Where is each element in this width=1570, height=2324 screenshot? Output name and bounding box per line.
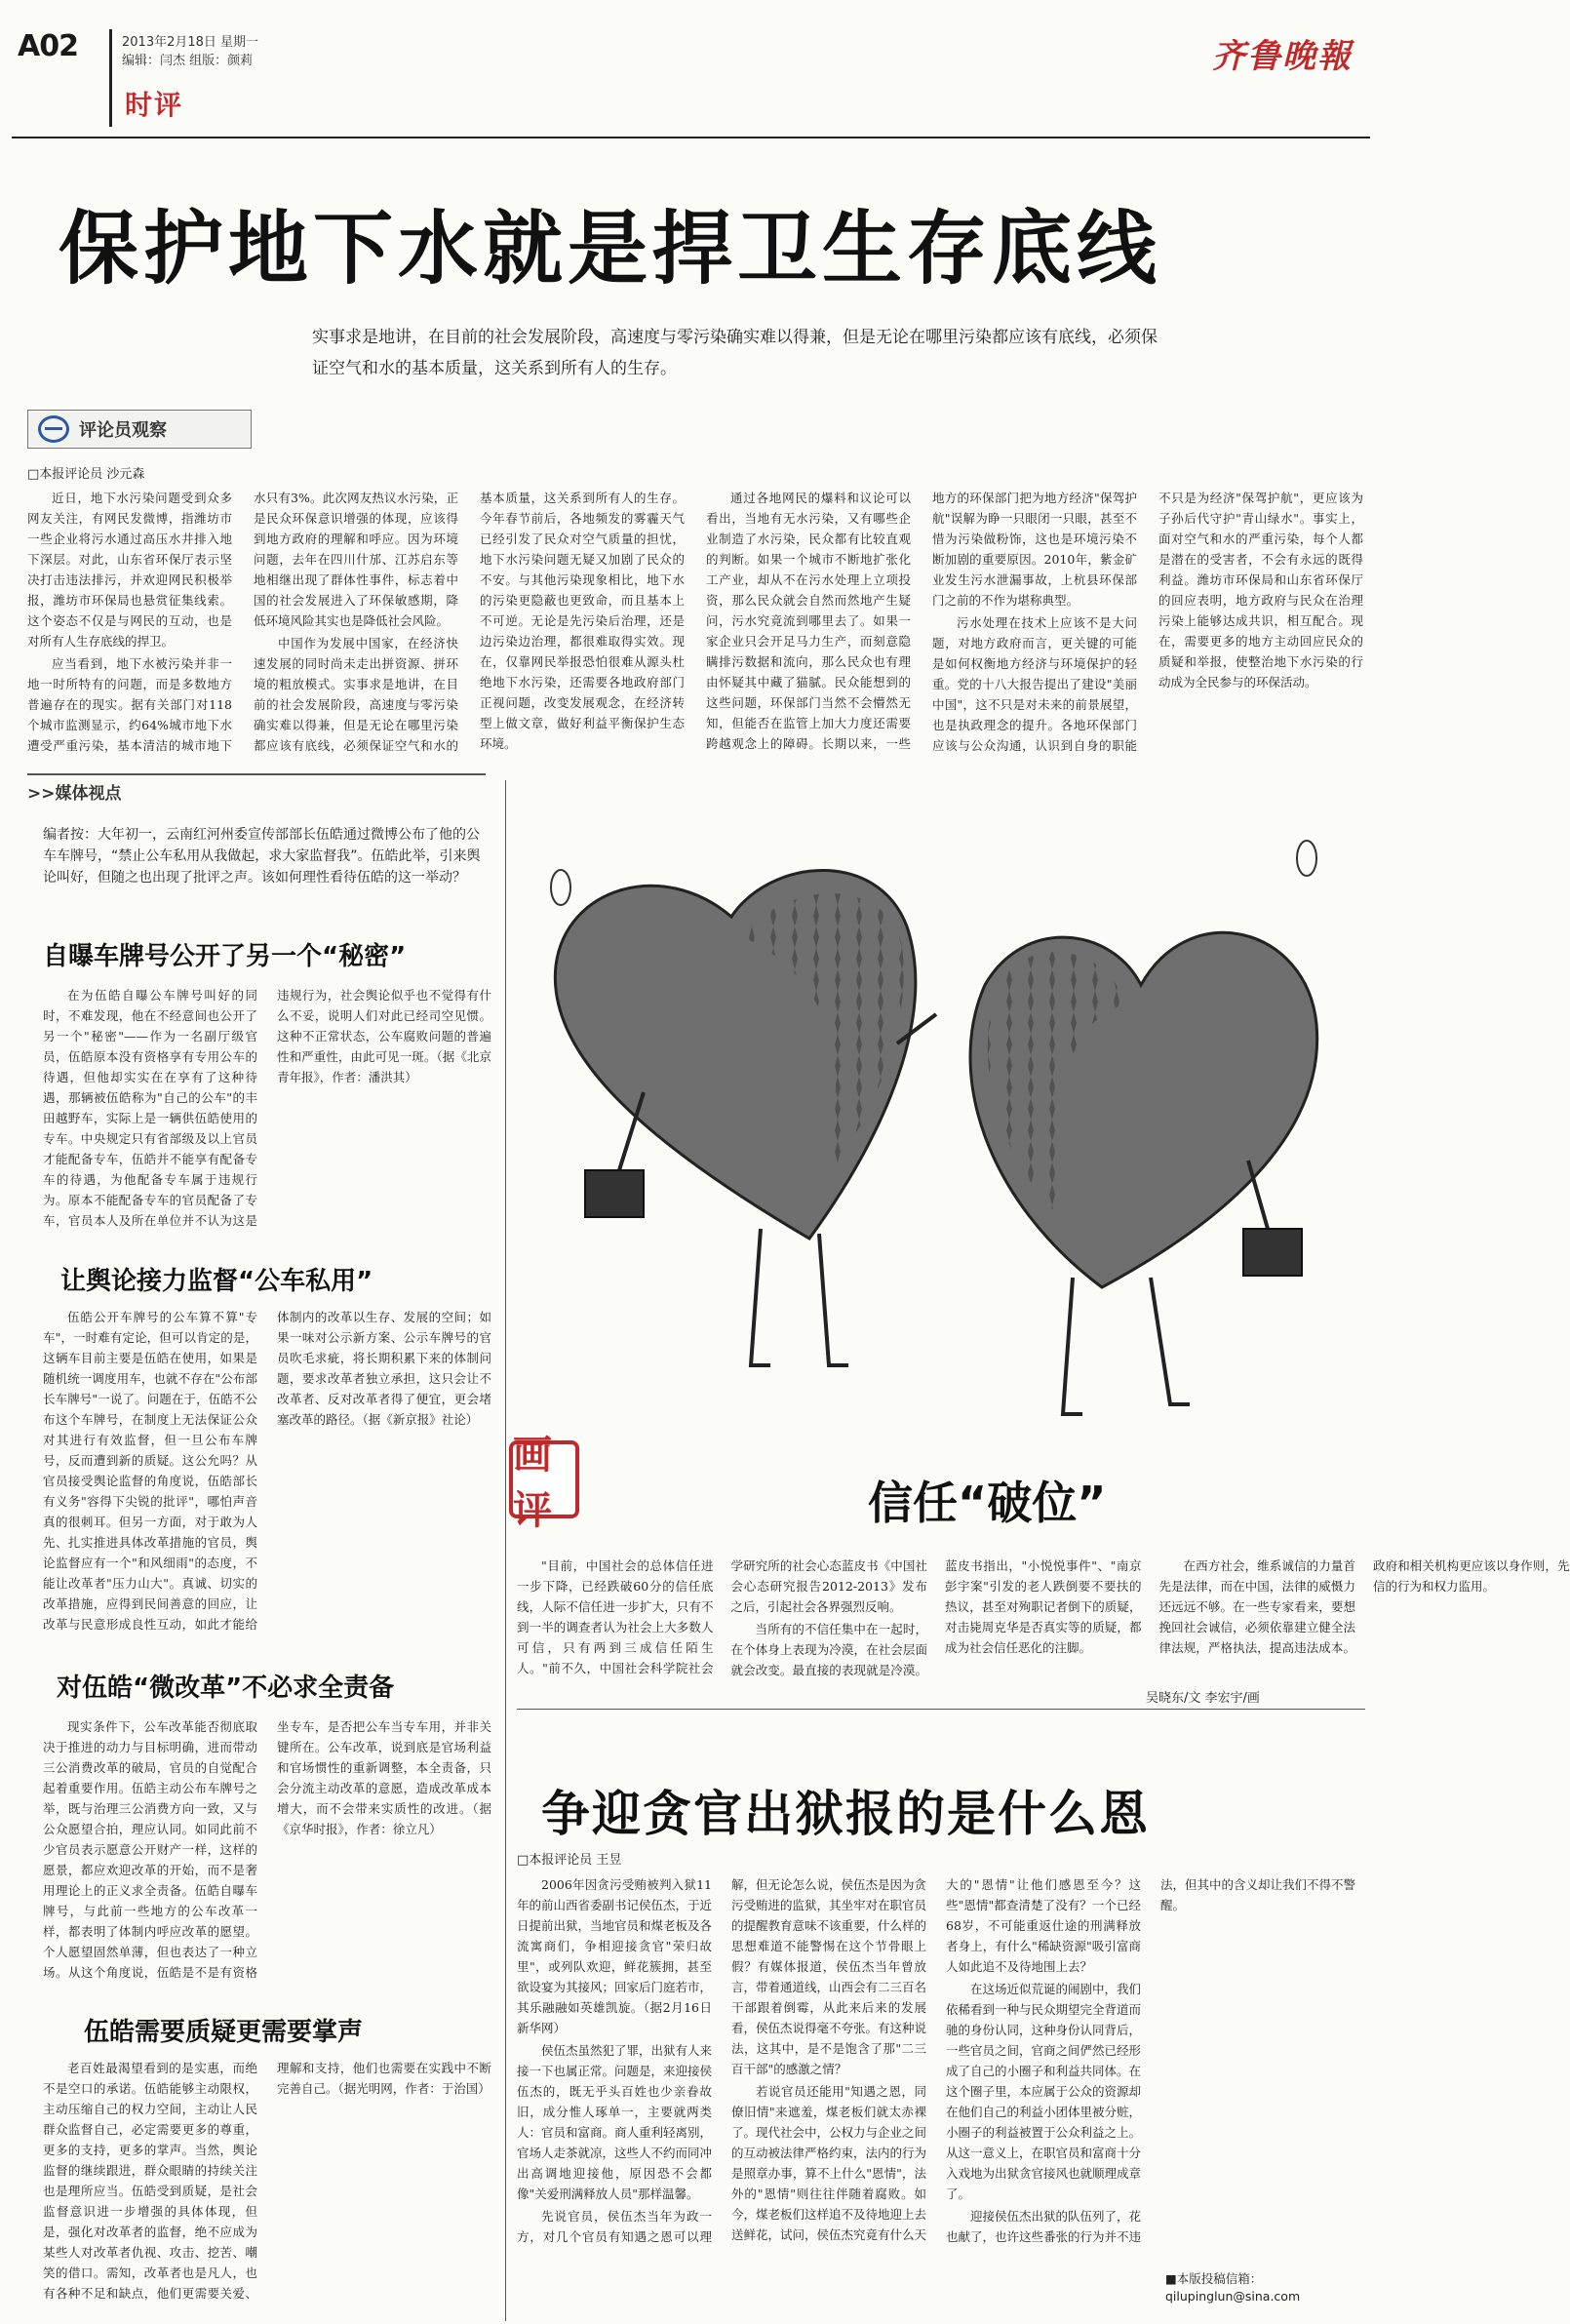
newspaper-logo: 齐鲁晚報 — [1212, 37, 1353, 76]
cartoon-commentary-body — [517, 1556, 1570, 1687]
article-text: 现实条件下，公车改革能否彻底取决于推进的动力与目标明确，进而带动三公消费改革的破局，官员的自觉配合起着重要作用。伍皓主动公布车牌号之举，既与治理三公消费方向一致，又与公众愿望合拍，理应认同。如同此前不少官员表示愿意公开财产一样，这样的愿景，都应欢迎改革的开始，而不是奢用理论上的正义求全责备。伍皓自曝车牌号，与此前一些地方的公车改革一样，都表明了体制内呼应改革的愿望。个人愿望固然单薄，但也表达了一种立场。从这个角度说，伍皓是不是有资格坐专车，是否把公车当专车用，并非关键所在。公车改革，说到底是官场利益和官场惯性的重新调整，本全责备，只会分流主动改革的意愿，造成改革成本增大，而不会带来实质性的改进。（据《京华时报》，作者：徐立凡） — [43, 1719, 491, 1980]
date-line: 2013年2月18日 星期一 — [122, 35, 259, 50]
editorial-cartoon — [527, 819, 1365, 1443]
media-viewpoint-tag: >>媒体视点 — [27, 773, 486, 803]
commentary-paragraph: 近日，地下水污染问题受到众多网友关注，有网民发微博，指潍坊市一些企业将污水通过高压水井排入地下深层。对此，山东省环保厅表示坚决打击违法排污，并欢迎网民积极举报，潍坊市环保局也悬赏征集线索。这个姿态不仅是与网民的互动，也是对所有人生存底线的捍卫。 — [27, 491, 232, 649]
section-label: 时评 — [125, 89, 184, 121]
article-title: 让舆论接力监督“公车私用” — [60, 1267, 373, 1296]
article-title: 伍皓需要质疑更需要掌声 — [84, 2018, 364, 2047]
left-heart-figure — [551, 870, 936, 1365]
editor-note: 编者按：大年初一，云南红河州委宣传部部长伍皓通过微博公布了他的公车车牌号，“禁止公车私用从我做起，求大家监督我”。伍皓此举，引来舆论叫好，但随之也出现了批评之声。该如何理性看待伍皓的这一举动？ — [43, 827, 481, 886]
essay-paragraph: 2006年因贪污受贿被判入狱11年的前山西省委副书记侯伍杰，于近日提前出狱，当地官员和煤老板及各流寓商们，争相迎接贪官"荣归故里"，或列队欢迎，鲜花簇拥，甚至欲设宴为其接风；回家后门庭若市，其乐融融如英雄凯旋。（据2月16日新华网） — [517, 1877, 713, 2035]
article-title: 对伍皓“微改革”不必求全责备 — [57, 1674, 395, 1703]
essay-paragraph: 若说官员还能用"知遇之恩，同僚旧情"来遮羞，煤老板们就太赤裸了。现代社会中，公权力与企业之间的互动被法律严格约束，法内的行为是照章办事，算不上什么"恩情"，法外的"恩情"则往往伴随着腐败。如今，煤老板们这样追不及待地迎上去送鲜花，试问，侯伍杰究竟有什么天大的"恩情"让他们感恩至今？这些"恩情"都查清楚了没有？一个已经68岁，不可能重返仕途的刑满释放者身上，有什么"稀缺资源"吸引富商人如此追不及待地围上去？ — [731, 1877, 1141, 2242]
column-divider — [505, 780, 506, 2321]
page-number: A02 — [18, 29, 78, 63]
article-text: 伍皓公开车牌号的公车算不算"专车"，一时难有定论，但可以肯定的是，这辆车目前主要是伍皓在使用，如果是随机统一调度用车，也就不存在"公布部长车牌号"一说了。问题在于，伍皓不公布这个车牌号，在制度上无法保证公众对其进行有效监督，但一旦公布车牌号，反而遭到新的质疑。这公允吗？从官员接受舆论监督的角度说，伍皓部长有义务"容得下尖锐的批评"，哪怕声音真的很刺耳。但另一方面，对于敢为人先、扎实推进具体改革措施的官员，舆论监督应有一个"和风细雨"的态度，不能让改革者"压力山大"。真诚、切实的改革措施，应得到民间善意的回应，让改革与民意形成良性互动，如此才能给体制内的改革以生存、发展的空间；如果一味对公示新方案、公示车牌号的官员吹毛求疵，将长期积累下来的体制问题，要求改革者独立承担，这只会让不改革者、反对改革者得了便宜，更会堵塞改革的路径。（据《新京报》社论） — [43, 1310, 491, 1632]
page-headline: 保护地下水就是捍卫生存底线 — [59, 203, 1162, 295]
article-text: 在为伍皓自曝公车牌号叫好的同时，不难发现，他在不经意间也公开了另一个"秘密"——作为一名副厅级官员，伍皓原本没有资格享有专用公车的待遇，但他却实实在在享有了这种待遇，那辆被伍皓称为"自己的公车"的丰田越野车，实际上是一辆供伍皓使用的专车。中央规定只有省部级及以上官员才能配备专车，伍皓并不能享有配备专车的待遇，为他配备专车属于违规行为。原本不能配备专车的官员配备了专车，官员本人及所在单位并不认为这是违规行为，社会舆论似乎也不觉得有什么不妥，说明人们对此已经司空见惯。这种不正常状态，公车腐败问题的普遍性和严重性，由此可见一斑。（据《北京青年报》，作者：潘洪其） — [43, 988, 491, 1228]
commentary-byline: □本报评论员 沙元森 — [27, 467, 145, 482]
essay-paragraph: 在这场近似荒诞的闹剧中，我们依稀看到一种与民众期望完全背道而驰的身份认同，这种身份认同背后，一些官员之间，官商之间俨然已经形成了自己的小圈子和利益共同体。在这个圈子里，本应属于公众的资源却在他们自己的利益小团体里被分赃，小圈子的利益被置于公众利益之上。从这一意义上，在职官员和富商十分入戏地为出狱贪官接风也就顺理成章了。 — [946, 1982, 1142, 2201]
article-body — [43, 1716, 491, 1999]
masthead-meta — [122, 33, 258, 70]
commentary-paragraph: 应当看到，地下水被污染并非一地一时所特有的问题，而是多数地方普遍存在的现实。据有关部门对118个城市监测显示，约64%城市地下水遭受严重污染，基本清洁的城市地下水只有3%。此次网友热议水污染，正是民众环保意识增强的体现，应该得到地方政府的理解和呼应。因为环境问题，去年在四川什邡、江苏启东等地相继出现了群体性事件，标志着中国的社会发展进入了环保敏感期，降低环境风险其实也是降低社会风险。 — [27, 491, 458, 753]
masthead-divider — [109, 29, 112, 127]
article-body — [43, 2058, 491, 2311]
submission-contact — [1165, 2270, 1300, 2305]
commentary-paragraph: 中国作为发展中国家，在经济快速发展的同时尚未走出拼资源、拼环境的粗放模式。实事求是地讲，在目前的社会发展阶段，高速度与零污染确实难以得兼，但是无论在哪里污染都应该有底线，必须保证空气和水的基本质量，这关系到所有人的生存。今年春节前后，各地频发的雾霾天气已经引发了民众对空气质量的担忧，地下水污染问题无疑又加剧了民众的不安。与其他污染现象相比，地下水的污染更隐蔽也更致命，而且基本上不可逆。无论是先污染后治理，还是边污染边治理，都很难取得实效。现在，仅靠网民举报恐怕很难从源头杜绝地下水污染，还需要各地政府部门正视问题，改变发展观念，在经济转型上做文章，做好利益平衡保护生态环境。 — [254, 491, 685, 753]
cartoon-commentary-paragraph: "目前，中国社会的总体信任进一步下降，已经跌破60分的信任底线，人际不信任进一步扩大，只有不到一半的调查者认为社会上大多数人可信，只有两到三成信任陌生人。"前不久，中国社会科学院社会学研究所的社会心态蓝皮书《中国社会心态研究报告2012-2013》发布之后，引起社会各界强烈反响。 — [517, 1558, 927, 1675]
commentary-paragraph: 污水处理在技术上应该不是大问题，对地方政府而言，更关键的可能是如何权衡地方经济与环境保护的轻重。党的十八大报告提出了建设"美丽中国"，这不只是对未来的前景展望，也是执政理念的提升。各地环保部门应该与公众沟通，认识到自身的职能不只是为经济"保驾护航"，更应该为子孙后代守护"青山绿水"。事实上，面对空气和水的严重污染，每个人都是潜在的受害者，不会有永远的既得利益。潍坊市环保局和山东省环保厅的回应表明，地方政府与民众在治理污染上能够达成共识，相互配合。现在，需要更多的地方主动回应民众的质疑和举报，使整治地下水污染的行动成为全民参与的环保活动。 — [932, 491, 1363, 753]
right-heart-figure — [970, 841, 1317, 1414]
headline-deck: 实事求是地讲，在目前的社会发展阶段，高速度与零污染确实难以得兼，但是无论在哪里污染都应该有底线，必须保证空气和水的基本质量，这关系到所有人的生存。 — [312, 328, 1158, 378]
commentary-paragraph: 通过各地网民的爆料和议论可以看出，当地有无水污染，又有哪些企业制造了水污染，民众都有比较直观的判断。如果一个城市不断地扩张化工产业，却从不在污水处理上立项投资，那么民众就会自然而然地产生疑问，污水究竟流到哪里去了。如果一家企业只会开足马力生产，而刻意隐瞒排污数据和流向，那么民众也有理由怀疑其中藏了猫腻。民众能想到的这些问题，环保部门当然不会懵然无知，但能否在监管上加大力度还需要跨越观念上的障碍。长期以来，一些地方的环保部门把为地方经济"保驾护航"误解为睁一只眼闭一只眼，甚至不惜为污染做粉饰，这也是环境污染不断加剧的重要原因。2010年，紫金矿业发生污水泄漏事故，上杭县环保部门之前的不作为堪称典型。 — [706, 491, 1137, 751]
cartoon-credit: 吴晓东/文 李宏宇/画 — [1146, 1691, 1260, 1706]
editors-line: 编辑：闫杰 组版：颜莉 — [122, 54, 254, 68]
cartoon-commentary-paragraph: 在西方社会，维系诚信的力量首先是法律，而在中国，法律的威慑力还远远不够。在一些专家看来，要想挽回社会诚信，必须依靠建立健全法律法规，严格执法，提高违法成本。政府和相关机构更应该以身作则，先信的行为和权力监用。 — [1158, 1558, 1570, 1655]
article-body — [43, 1307, 491, 1648]
essay-paragraph: 侯伍杰虽然犯了罪，出狱有人来接一下也属正常。问题是，来迎接侯伍杰的，既无乎头百姓也少亲眷故旧，成分惟人琢单一，主要就两类人：官员和富商。商人重利轻离别，官场人走茶就凉，这些人不约而同冲出高调地迎接他，原因恐不会都像"关爱刑满释放人员"那样温馨。 — [517, 2043, 713, 2201]
cartoon-commentary-title: 信任“破位” — [868, 1477, 1107, 1529]
masthead-rule — [12, 137, 1370, 138]
section-divider — [517, 1709, 1365, 1710]
globe-icon — [38, 415, 69, 443]
cartoon-commentary-stamp: 画评 — [509, 1440, 579, 1518]
commentary-badge-label: 评论员观察 — [79, 420, 167, 441]
essay-paragraph: 迎接侯伍杰出狱的队伍列了，花也献了，也许这些番张的行为并不违法，但其中的含义却让我们不得不警醒。 — [946, 1877, 1356, 2244]
contact-label: ■本版投稿信箱： — [1165, 2271, 1263, 2286]
essay-title: 争迎贪官出狱报的是什么恩 — [541, 1786, 1150, 1842]
article-body — [43, 985, 491, 1248]
cartoon-commentary-paragraph: 当所有的不信任集中在一起时，在个体身上表现为冷漠，在社会层面就会改变。最直接的表现就是冷漠。蓝皮书指出，"小悦悦事件"、"南京彭宇案"引发的老人跌倒要不要扶的热议，甚至对殉职记者倒下的质疑，对击毙周克华是否真实等的质疑，都成为社会信任恶化的注脚。 — [730, 1558, 1142, 1677]
contact-email[interactable]: qilupinglun@sina.com — [1165, 2289, 1301, 2304]
commentary-badge — [27, 410, 252, 449]
essay-paragraph: 先说官员，侯伍杰当年为政一方，对几个官员有知遇之恩可以理解，但无论怎么说，侯伍杰是因为贪污受贿进的监狱，其坐牢对在职官员的提醒教育意味不该重要，什么样的思想难道不能警惕在这个节骨眼上假？有媒体报道，侯伍杰当年曾放言，带着通道线，山西会有二三百名干部跟着倒霉，从此来后来的发展看，侯伍杰说得毫不夸张。有这种说法，这其中，是不是饱含了那"二三百干部"的感激之情？ — [517, 1877, 927, 2244]
essay-body — [517, 1874, 1355, 2265]
essay-byline: □本报评论员 王昱 — [517, 1853, 622, 1868]
commentary-body — [27, 488, 1363, 761]
article-text: 老百姓最渴望看到的是实惠，而绝不是空口的承诺。伍皓能够主动限权，主动压缩自己的权力空间，主动让人民群众监督自己，必定需要更多的尊重，更多的支持，更多的掌声。当然，舆论监督的继续跟进，群众眼睛的持续关注也是理所应当。伍皓受到质疑，是社会监督意识进一步增强的具体体现，但是，强化对改革者的监督，绝不应成为某些人对改革者仇视、攻击、挖苦、嘲笑的借口。需知，改革者也是凡人，也有各种不足和缺点，他们更需要关爱、理解和支持，他们也需要在实践中不断完善自己。（据光明网，作者：于治国） — [43, 2061, 491, 2301]
article-title: 自曝车牌号公开了另一个“秘密” — [43, 942, 407, 971]
